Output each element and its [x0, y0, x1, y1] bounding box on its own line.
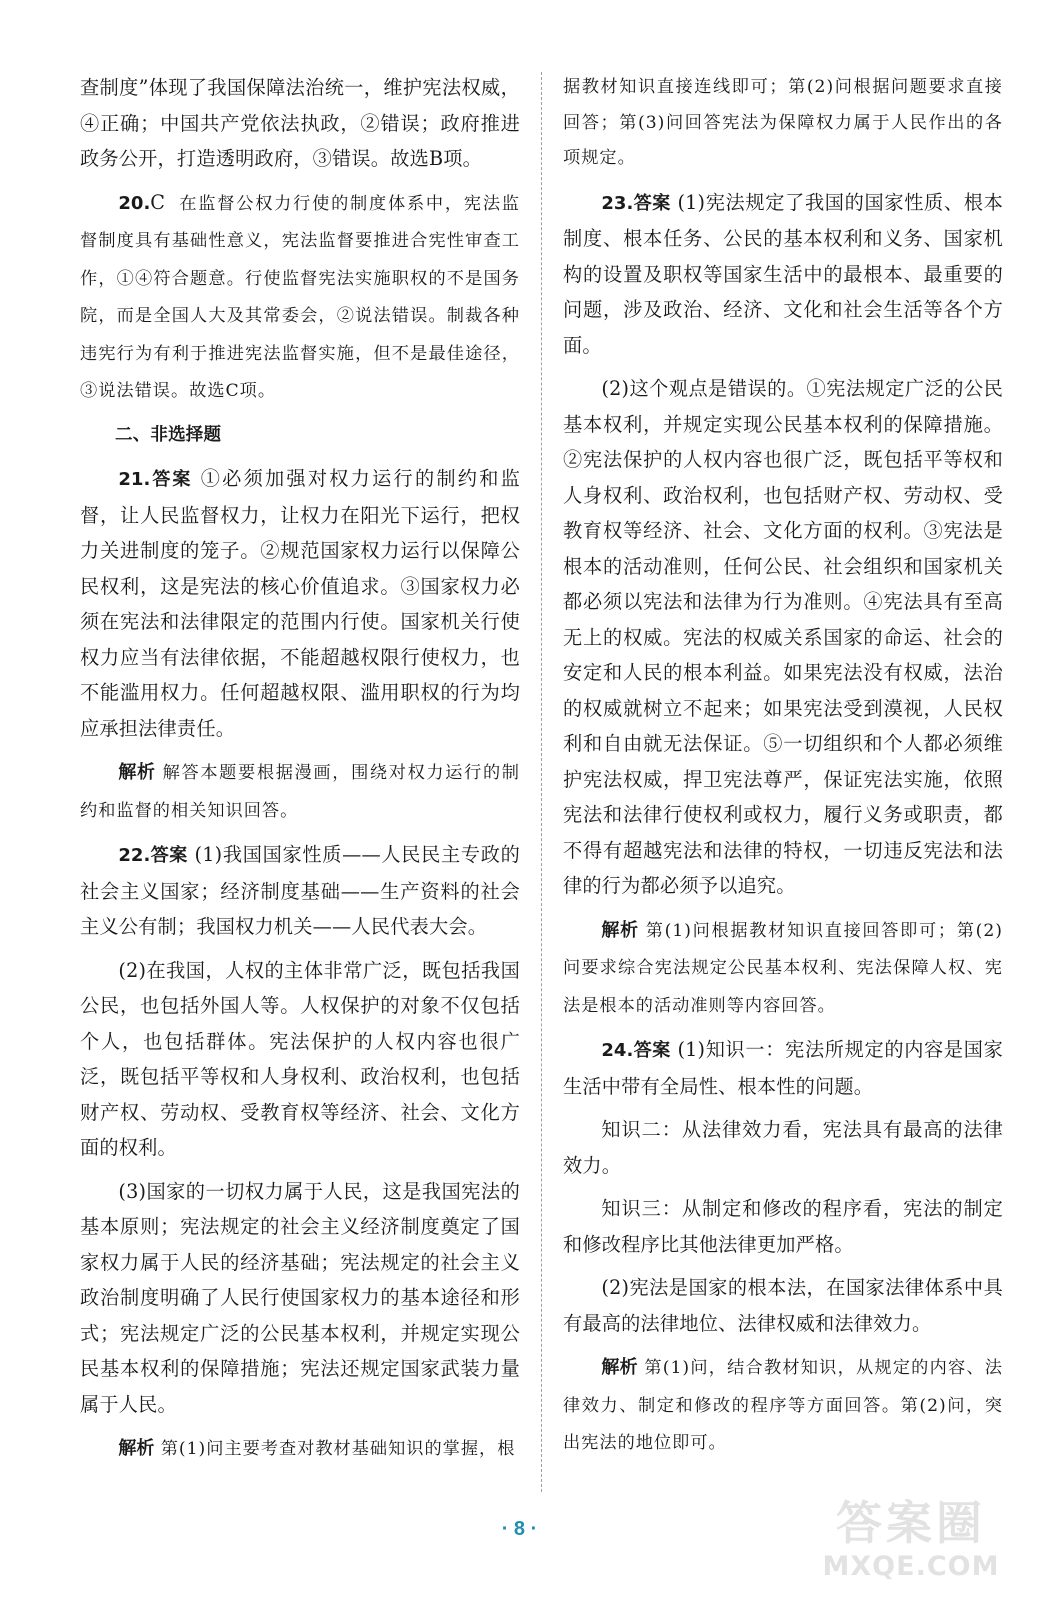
q21-answer-text: ①必须加强对权力运行的制约和监督，让人民监督权力，让权力在阳光下运行，把权力关进制度的笼子。②规范国家权力运行以保障公民权利，这是宪法的核心价值追求。③国家权力必须在宪法和法律限定的范围内行使。国家机关行使权力应当有法律依据，不能超越权限行使权力，也不能滥用权力。任何超越权限、滥用职权的行为均应承担法律责任。: [80, 467, 521, 740]
q22-part1-text: (1)我国国家性质——人民民主专政的社会主义国家；经济制度基础——生产资料的社会主义公有制；我国权力机关——人民代表大会。: [80, 843, 520, 938]
column-divider: [541, 72, 542, 1492]
q23-answer-part1: [563, 185, 1003, 364]
q23-analysis: [563, 912, 1003, 1025]
q23-answer-label: 答案: [633, 192, 671, 214]
section-title: 二、非选择题: [115, 424, 222, 445]
q21-answer-label: 答案: [150, 469, 193, 490]
q24-answer-label: 答案: [633, 1040, 671, 1061]
q24-knowledge-two: 知识二：从法律效力看，宪法具有最高的法律效力。: [563, 1118, 1003, 1177]
q22-analysis-label: 解析: [118, 1438, 155, 1459]
q24-number: 24.: [601, 1040, 634, 1061]
q20-explanation: 在监督公权力行使的制度体系中，宪法监督制度具有基础性意义，宪法监督要推进合宪性审查工作，①④符合题意。行使监督宪法实施职权的不是国务院，而是全国人大及其常委会，②说法错误。制裁各种违宪行为有利于推进宪法监督实施，但不是最佳途径，③说法错误。故选C项。: [80, 193, 520, 401]
q24-answer-part2: (2)宪法是国家的根本法，在国家法律体系中具有最高的法律地位、法律权威和法律效力。: [563, 1276, 1003, 1335]
q21-analysis-text: 解答本题要根据漫画，围绕对权力运行的制约和监督的相关知识回答。: [80, 763, 520, 821]
q24-analysis-label: 解析: [601, 1357, 638, 1378]
q23-number: 23.: [601, 192, 634, 214]
q20-answer: C: [150, 190, 166, 214]
q23-analysis-label: 解析: [601, 919, 639, 941]
q22-answer-part2: (2)在我国，人权的主体非常广泛，既包括我国公民，也包括外国人等。人权保护的对象不仅包括个人，也包括群体。宪法保护的人权内容也很广泛，既包括平等权和人身权利、政治权利，也包括财产权、劳动权、受教育权等经济、社会、文化方面的权利。: [80, 958, 520, 1159]
q22-answer-part1: [80, 837, 520, 945]
q22-analysis: [80, 1430, 520, 1468]
watermark-logo: [811, 1492, 1011, 1584]
q23-part1-text: (1)宪法规定了我国的国家性质、根本制度、根本任务、公民的基本权利和义务、国家机构的设置及职权等国家生活中的最根本、最重要的问题，涉及政治、经济、文化和社会生活等各个方面。: [563, 190, 1004, 357]
left-column: [80, 70, 520, 1476]
q22-analysis-continuation: 据教材知识直接连线即可；第(2)问根据问题要求直接回答；第(3)问回答宪法为保障权力属于人民作出的各项规定。: [563, 77, 1003, 168]
watermark-text: 答案圈: [836, 1496, 986, 1550]
q21-analysis: [80, 754, 520, 829]
q22-answer-label: 答案: [150, 845, 188, 866]
q21-answer: [80, 461, 520, 746]
q20-item: [80, 185, 520, 410]
q24-answer-part1: [563, 1032, 1003, 1104]
q24-part1-text: (1)知识一：宪法所规定的内容是国家生活中带有全局性、根本性的问题。: [563, 1038, 1004, 1098]
right-column: [563, 70, 1003, 1470]
q22-analysis-text: 第(1)问主要考查对教材基础知识的掌握，根: [160, 1439, 516, 1459]
q24-analysis-text: 第(1)问，结合教材知识，从规定的内容、法律效力、制定和修改的程序等方面回答。第(2)问，突出宪法的地位即可。: [563, 1358, 1003, 1453]
q21-number: 21.: [118, 469, 151, 490]
watermark-url: MXQE.COM: [822, 1551, 1000, 1582]
q24-analysis: [563, 1349, 1003, 1462]
q22-answer-part3: (3)国家的一切权力属于人民，这是我国宪法的基本原则；宪法规定的社会主义经济制度奠定了国家权力属于人民的经济基础；宪法规定的社会主义政治制度明确了人民行使国家权力的基本途径和形式；宪法规定广泛的公民基本权利，并规定实现公民基本权利的保障措施；宪法还规定国家武装力量属于人民。: [80, 1179, 520, 1416]
page-number: · 8 ·: [501, 1518, 538, 1540]
q22-number: 22.: [118, 845, 151, 866]
q21-analysis-label: 解析: [118, 762, 156, 783]
q20-number: 20.: [118, 192, 151, 214]
q23-analysis-text: 第(1)问根据教材知识直接回答即可；第(2)问要求综合宪法规定公民基本权利、宪法保障人权、宪法是根本的活动准则等内容回答。: [563, 920, 1003, 1016]
q23-answer-part2: (2)这个观点是错误的。①宪法规定广泛的公民基本权利，并规定实现公民基本权利的保障措施。②宪法保护的人权内容也很广泛，既包括平等权和人身权利、政治权利，也包括财产权、劳动权、受教育权等经济、社会、文化方面的权利。③宪法是根本的活动准则，任何公民、社会组织和国家机关都必须以宪法和法律为行为准则。④宪法具有至高无上的权威。宪法的权威关系国家的命运、社会的安定和人民的根本利益。如果宪法没有权威，法治的权威就树立不起来；如果宪法受到漠视，人民权利和自由就无法保证。⑤一切组织和个人都必须维护宪法权威，捍卫宪法尊严，保证宪法实施，依照宪法和法律行使权利或权力，履行义务或职责，都不得有超越宪法和法律的特权，一切违反宪法和法律的行为都必须予以追究。: [563, 377, 1003, 897]
q19-continuation: 查制度”体现了我国保障法治统一，维护宪法权威，④正确；中国共产党依法执政，②错误；政府推进政务公开，打造透明政府，③错误。故选B项。: [80, 76, 520, 170]
q24-knowledge-three: 知识三：从制定和修改的程序看，宪法的制定和修改程序比其他法律更加严格。: [563, 1197, 1003, 1256]
